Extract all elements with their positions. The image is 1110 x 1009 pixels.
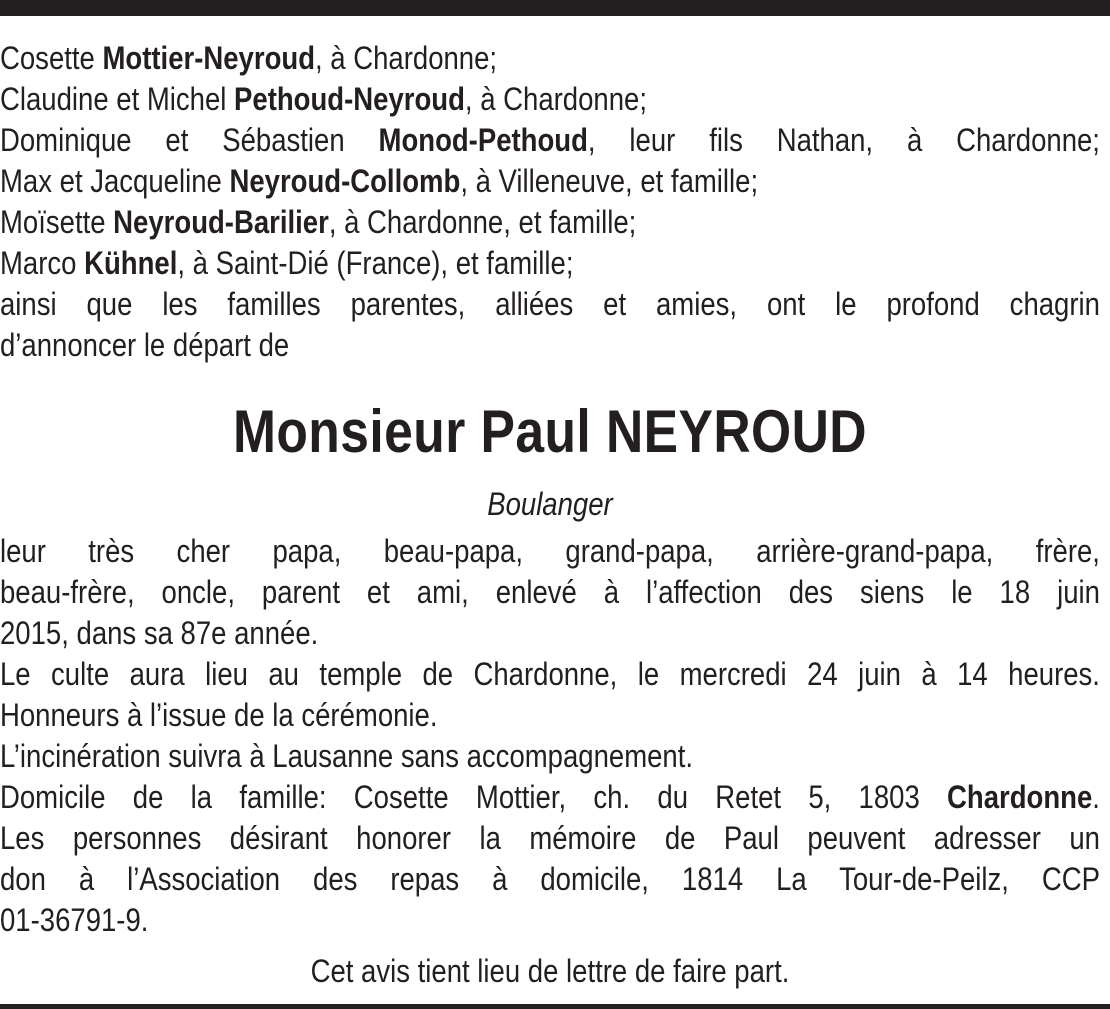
family-given-names: Max et Jacqueline: [0, 163, 230, 199]
family-line: [0, 243, 1100, 284]
domicile-address: Domicile de la famille: Cosette Mottier, ch. du Retet 5, 1803: [0, 779, 948, 815]
notice-body: [0, 38, 1100, 992]
family-line: [0, 202, 1100, 243]
service-text-line: Honneurs à l’issue de la cérémonie.: [0, 697, 438, 733]
family-given-names: Cosette: [0, 40, 103, 76]
donation-text-line: Les personnes désirant honorer la mémoire de Paul peuvent adresser un: [0, 820, 1100, 856]
family-line: [0, 38, 1100, 79]
top-border-rule: [0, 0, 1110, 16]
body-text-line: 2015, dans sa 87e année.: [0, 615, 319, 651]
intro-text: d’annoncer le départ de: [0, 327, 290, 363]
family-given-names: Marco: [0, 245, 85, 281]
domicile-punctuation: .: [1092, 779, 1100, 815]
family-surname: Monod-Pethoud: [378, 122, 588, 158]
family-line: [0, 161, 1100, 202]
donation-text-line: 01-36791-9.: [0, 902, 149, 938]
family-surname: Neyroud-Collomb: [229, 163, 461, 199]
family-line: [0, 79, 1100, 120]
family-surname: Kühnel: [84, 245, 178, 281]
family-location: , à Saint-Dié (France), et famille;: [177, 245, 574, 281]
family-given-names: Dominique et Sébastien: [0, 122, 379, 158]
family-given-names: Claudine et Michel: [0, 81, 235, 117]
cremation-text-line: L’incinération suivra à Lausanne sans accompagnement.: [0, 738, 694, 774]
deceased-profession: Boulanger: [487, 486, 613, 522]
family-line: [0, 120, 1100, 161]
family-surname: Neyroud-Barilier: [113, 204, 329, 240]
family-location: , à Chardonne, et famille;: [328, 204, 637, 240]
body-text-line: beau-frère, oncle, parent et ami, enlevé à l’affection des siens le 18 juin: [0, 574, 1100, 610]
donation-text-line: don à l’Association des repas à domicile, 1814 La Tour-de-Peilz, CCP: [0, 861, 1100, 897]
family-given-names: Moïsette: [0, 204, 114, 240]
obituary-notice: [0, 38, 1100, 992]
service-text-line: Le culte aura lieu au temple de Chardonne, le mercredi 24 juin à 14 heures.: [0, 656, 1100, 692]
family-location: , à Villeneuve, et famille;: [460, 163, 759, 199]
family-location: , à Chardonne;: [315, 40, 498, 76]
closing-statement: Cet avis tient lieu de lettre de faire part.: [310, 953, 790, 989]
bottom-border-rule: [0, 1004, 1110, 1009]
family-location: , à Chardonne;: [464, 81, 647, 117]
family-surname: Pethoud-Neyroud: [234, 81, 465, 117]
domicile-place: Chardonne: [947, 779, 1093, 815]
domicile-line: [0, 777, 1100, 818]
family-location: , leur fils Nathan, à Chardonne;: [587, 122, 1100, 158]
body-text-line: leur très cher papa, beau-papa, grand-papa, arrière-grand-papa, frère,: [0, 533, 1100, 569]
family-surname: Mottier-Neyroud: [102, 40, 316, 76]
deceased-name: Monsieur Paul NEYROUD: [232, 398, 868, 465]
intro-text: ainsi que les familles parentes, alliées et amies, ont le profond chagrin: [0, 286, 1100, 322]
